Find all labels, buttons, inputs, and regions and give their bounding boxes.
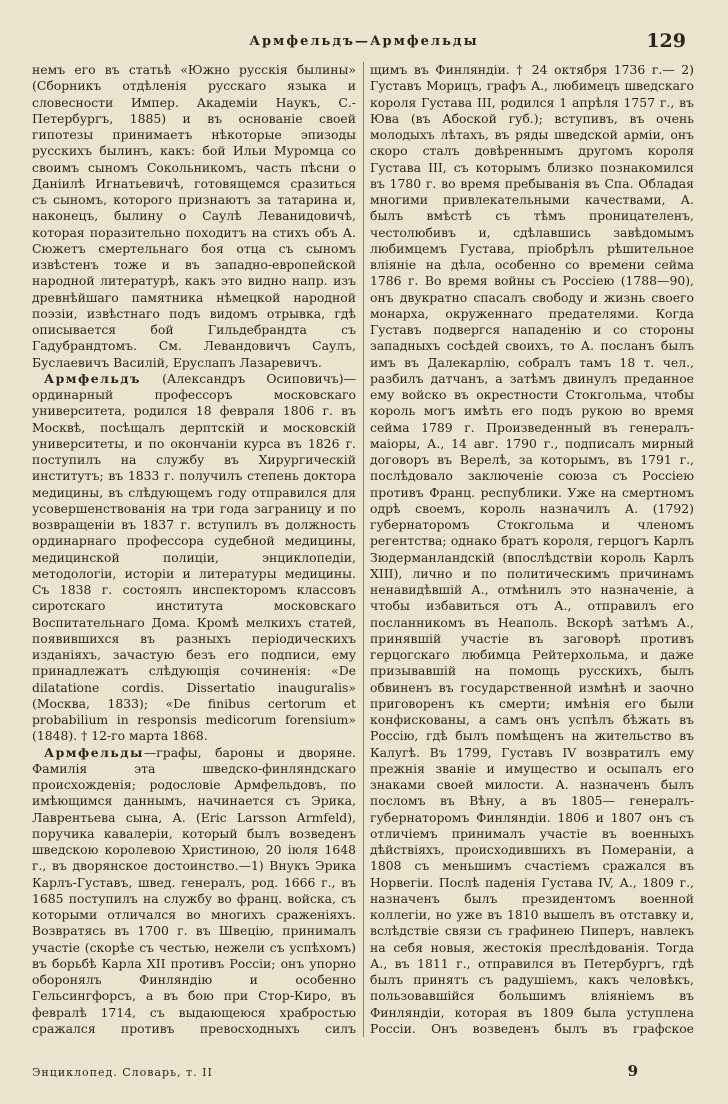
page-footer bbox=[32, 1064, 694, 1084]
running-title: Армфельдъ—Армфельды bbox=[249, 34, 479, 49]
entry-armfeldy bbox=[32, 745, 356, 1038]
column-divider bbox=[363, 62, 364, 1037]
paragraph-byliny-continuation: немъ его въ статьѣ «Южно русскія былины» (Сборникъ отдѣленія русскаго языка и словесности Импер. Академіи Наукъ, С.-Петербургъ, 1885) и въ основаніе своей гипотезы принимаетъ нѣкоторые эпизоды русскихъ былинъ, какъ: бой Ильи Муромца со своимъ сыномъ Сокольникомъ, часть пѣсни о Даніилѣ Игнатьевичѣ, готовящемся сразиться съ сыномъ, которого признаютъ за татарина и, наконецъ, былину о Саулѣ Леванидовичѣ, которая поразительно походитъ на стихъ объ А. Сюжетъ смертельнаго боя отца съ сыномъ извѣстенъ тоже и въ западно-европейской народной литературѣ, какъ это видно напр. изъ древнѣйшаго памятника нѣмецкой народной поэзіи, извѣстнаго подъ видомъ отрывка, гдѣ описывается бой Гильдебрандта съ Гадубрандтомъ. См. Левандовичъ Саулъ, Буслаевичъ Василій, Еруслапъ Лазаревичъ. bbox=[32, 62, 356, 370]
paragraph-armfeldy-continuation: щимъ въ Финляндіи. † 24 октября 1736 г.— 2) Густавъ Морицъ, графъ А., любимецъ шведскаго короля Густава III, родился 1 апрѣля 1757 г., въ Юва (въ Абоской губ.); вступивъ, въ очень молодыхъ лѣтахъ, въ ряды шведской арміи, онъ скоро сталъ довѣреннымъ другомъ короля Густава III, съ которымъ близко познакомился въ 1780 г. во время пребыванія въ Спа. Обладая многими привлекательными качествами, А. былъ вмѣстѣ съ тѣмъ проницателенъ, честолюбивъ и, сдѣлавшись завѣдомымъ любимцемъ Густава, пріобрѣлъ рѣшительное вліяніе на дѣла, особенно со времени сейма 1786 г. Во время войны съ Россіею (1788—90), онъ двукратно спасалъ свободу и жизнь своего монарха, окруженнаго предателями. Когда Густавъ подвергся нападенію и со стороны западныхъ сосѣдей своихъ, то А. посланъ былъ имъ въ Далекарлію, собралъ тамъ 18 т. чел., разбилъ датчанъ, а затѣмъ двинулъ преданное ему войско въ окрестности Стокгольма, чтобы король могъ имѣть его подъ рукою во время сейма 1789 г. Произведенный въ генералъ-маіоры, А., 14 авг. 1790 г., подписалъ мирный договоръ въ Верелѣ, за которымъ, въ 1791 г., послѣдовало заключеніе союза съ Россіею противъ Франц. республики. Уже на смертномъ одрѣ своемъ, король назначилъ А. (1792) губернаторомъ Стокгольма и членомъ регентства; однако братъ короля, герцогъ Карлъ Зюдерманландскій (впослѣдствіи король Карлъ XIII), лично и по политическимъ причинамъ ненавидѣвшій А., отмѣнилъ это назначеніе, а чтобы избавиться отъ А., отправилъ его посланникомъ въ Неаполь. Вскорѣ затѣмъ А., принявшій участіе въ заговорѣ противъ герцогскаго любимца Рейтерхольма, и даже призывавшій на помощь русскихъ, былъ обвиненъ въ государственной измѣнѣ и заочно приговоренъ къ смерти; имѣнія его были конфискованы, а самъ онъ успѣлъ бѣжать въ Россію, гдѣ былъ помѣщенъ на жительство въ Калугѣ. Въ 1799, Густавъ IV возвратилъ ему прежнія званіе и имущество и осыпалъ его знаками своей милости. А. назначенъ былъ посломъ въ Вѣну, а въ 1805— генералъ-губернаторомъ Финляндіи. 1806 и 1807 онъ съ отличіемъ принималъ участіе въ военныхъ дѣйствіяхъ, происходившихъ въ Помераніи, а 1808 съ меньшимъ счастіемъ сражался въ Норвегіи. Послѣ паденія Густава IV, А., 1809 г., назначенъ былъ президентомъ военной коллегіи, но уже въ 1810 вышелъ въ отставку и, вслѣдствіе связи съ графинею Пиперъ, навлекъ на себя новыя, жестокія преслѣдованія. Тогда А., въ 1811 г., отправился въ Петербургъ, гдѣ былъ принятъ съ радушіемъ, какъ человѣкъ, пользовавшійся большимъ вліяніемъ въ Финляндіи, которая въ 1809 была уступлена Россіи. Онъ возведенъ былъ въ графское bbox=[370, 62, 694, 1036]
entry-headword: Армфельдъ bbox=[44, 370, 141, 386]
entry-headword: Армфельды bbox=[44, 744, 144, 760]
right-column bbox=[370, 62, 694, 1037]
entry-body: —графы, бароны и дворяне. Фамилія эта шведско-финляндскаго происхожденія; родословіе Армфельдовъ, по имѣющимся даннымъ, начинается съ Эрика, Лаврентьева сына, А. (Eric Larsson Armfeld), поручика кавалеріи, который былъ возведенъ шведскою королевою Христиною, 20 іюля 1648 г., въ дворянское достоинство.—1) Внукъ Эрика Карлъ-Густавъ, швед. генералъ, род. 1666 г., въ 1685 поступилъ на службу во франц. войска, съ которыми отличался во многихъ сраженіяхъ. Возвратясь въ 1700 г. въ Швецію, принималъ участіе (скорѣе съ честью, нежели съ успѣхомъ) въ борьбѣ Карла XII противъ Россіи; онъ упорно оборонялъ Финляндію и особенно Гельсингфорсъ, а въ бою при Стор-Киро, въ февралѣ 1714, съ выдающеюся храбростью сражался противъ превосходныхъ силъ bbox=[32, 744, 356, 1036]
entry-body: (Александръ Осиповичъ)— ординарный профессоръ московскаго университета, родился 18 февраля 1806 г. въ Москвѣ, посѣщалъ дерптскій и московскій университеты, и по окончаніи курса въ 1826 г. поступилъ на службу въ Хирургическій институтъ; въ 1833 г. получилъ степень доктора медицины, въ слѣдующемъ году отправился для усовершенствованія на три года заграницу и по возвращеніи въ 1837 г. вступилъ въ должность ординарнаго профессора судебной медицины, медицинской полиціи, энциклопедіи, методологіи, исторіи и литературы медицины. Съ 1838 г. состоялъ инспекторомъ классовъ сиротскаго института московскаго Воспитательнаго Дома. Кромѣ мелкихъ статей, появившихся въ разныхъ періодическихъ изданіяхъ, зачастую безъ его подписи, ему принадлежатъ слѣдующія сочиненія: «De dilatatione cordis. Dissertatio inauguralis» (Москва, 1833); «De finibus certorum et probabilium in responsis medicorum forensium» (1848). † 12-го марта 1868. bbox=[32, 370, 356, 744]
left-column bbox=[32, 62, 356, 1037]
footer-source: Энциклопед. Словарь, т. II bbox=[32, 1066, 213, 1079]
page-number: 129 bbox=[646, 30, 686, 52]
text-columns bbox=[32, 62, 694, 1037]
running-header bbox=[0, 32, 728, 56]
signature-mark: 9 bbox=[627, 1062, 638, 1080]
entry-armfeld-alexander bbox=[32, 371, 356, 745]
